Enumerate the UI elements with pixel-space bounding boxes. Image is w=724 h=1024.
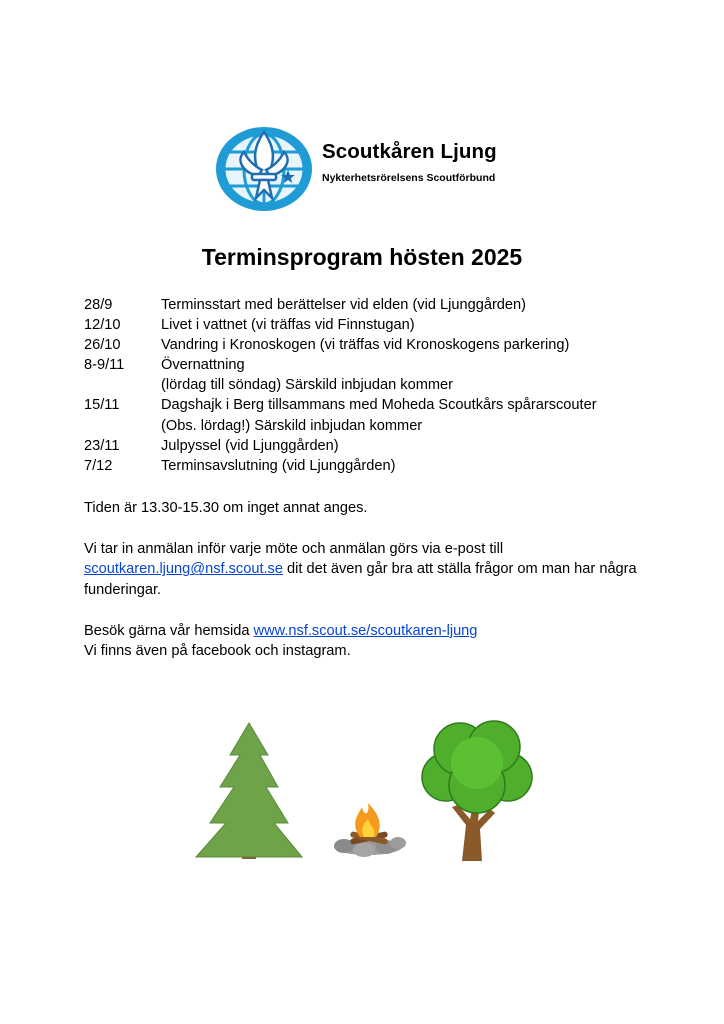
schedule-row [84, 355, 684, 375]
schedule-row [84, 456, 684, 476]
website-link[interactable]: www.nsf.scout.se/scoutkaren-ljung [253, 623, 478, 639]
schedule-activity: Vandring i Kronoskogen (vi träffas vid Kronoskogens parkering) [161, 337, 570, 354]
page-title: Terminsprogram hösten 2025 [201, 244, 523, 270]
scout-illustration [190, 715, 540, 865]
schedule-date: 23/11 [84, 437, 120, 454]
schedule-row [84, 416, 684, 436]
schedule-row [84, 395, 684, 415]
social-text: Vi finns även på facebook och instagram. [84, 643, 351, 660]
schedule-activity: Terminsstart med berättelser vid elden (vid Ljunggården) [161, 297, 527, 313]
org-subtitle: Nykterhetsrörelsens Scoutförbund [322, 172, 496, 184]
schedule-date: 28/9 [84, 297, 113, 313]
signup-paragraph [84, 539, 664, 600]
schedule-row [84, 375, 684, 395]
email-link[interactable]: scoutkaren.ljung@nsf.scout.se [84, 561, 283, 578]
schedule-list [84, 295, 684, 476]
fleur-de-lis-globe-icon [214, 124, 314, 214]
org-name: Scoutkåren Ljung [322, 140, 497, 163]
schedule-date: 7/12 [84, 457, 113, 474]
schedule-date: 12/10 [84, 317, 121, 334]
schedule-row [84, 295, 684, 315]
time-note: Tiden är 13.30-15.30 om inget annat anges. [84, 500, 368, 516]
schedule-activity: (lördag till söndag) Särskild inbjudan kommer [161, 377, 454, 394]
deciduous-tree-icon [422, 721, 532, 861]
schedule-row [84, 436, 684, 456]
schedule-row [84, 315, 684, 335]
schedule-date [84, 375, 161, 395]
schedule-activity: Livet i vattnet (vi träffas vid Finnstugan) [161, 317, 415, 334]
schedule-activity: (Obs. lördag!) Särskild inbjudan kommer [161, 417, 423, 434]
schedule-date: 26/10 [84, 337, 121, 354]
website-text: Besök gärna vår hemsida [84, 623, 254, 639]
schedule-row [84, 335, 684, 355]
schedule-date: 15/11 [84, 397, 120, 414]
schedule-date [84, 416, 161, 436]
schedule-activity: Terminsavslutning (vid Ljunggården) [161, 457, 396, 474]
schedule-date: 8-9/11 [84, 357, 125, 374]
org-logo [214, 124, 510, 214]
campfire-icon [334, 803, 406, 857]
schedule-activity: Dagshajk i Berg tillsammans med Moheda Scoutkårs spårarscouter [161, 397, 597, 414]
signup-text: Vi tar in anmälan inför varje möte och anmälan görs via e-post till [84, 541, 504, 557]
signup-text-after: dit det även går bra att ställa frågor om man har några funderingar. [84, 561, 637, 598]
schedule-activity: Julpyssel (vid Ljunggården) [161, 437, 339, 454]
schedule-activity: Övernattning [161, 357, 245, 374]
website-paragraph [84, 621, 664, 662]
pine-tree-icon [196, 723, 302, 859]
